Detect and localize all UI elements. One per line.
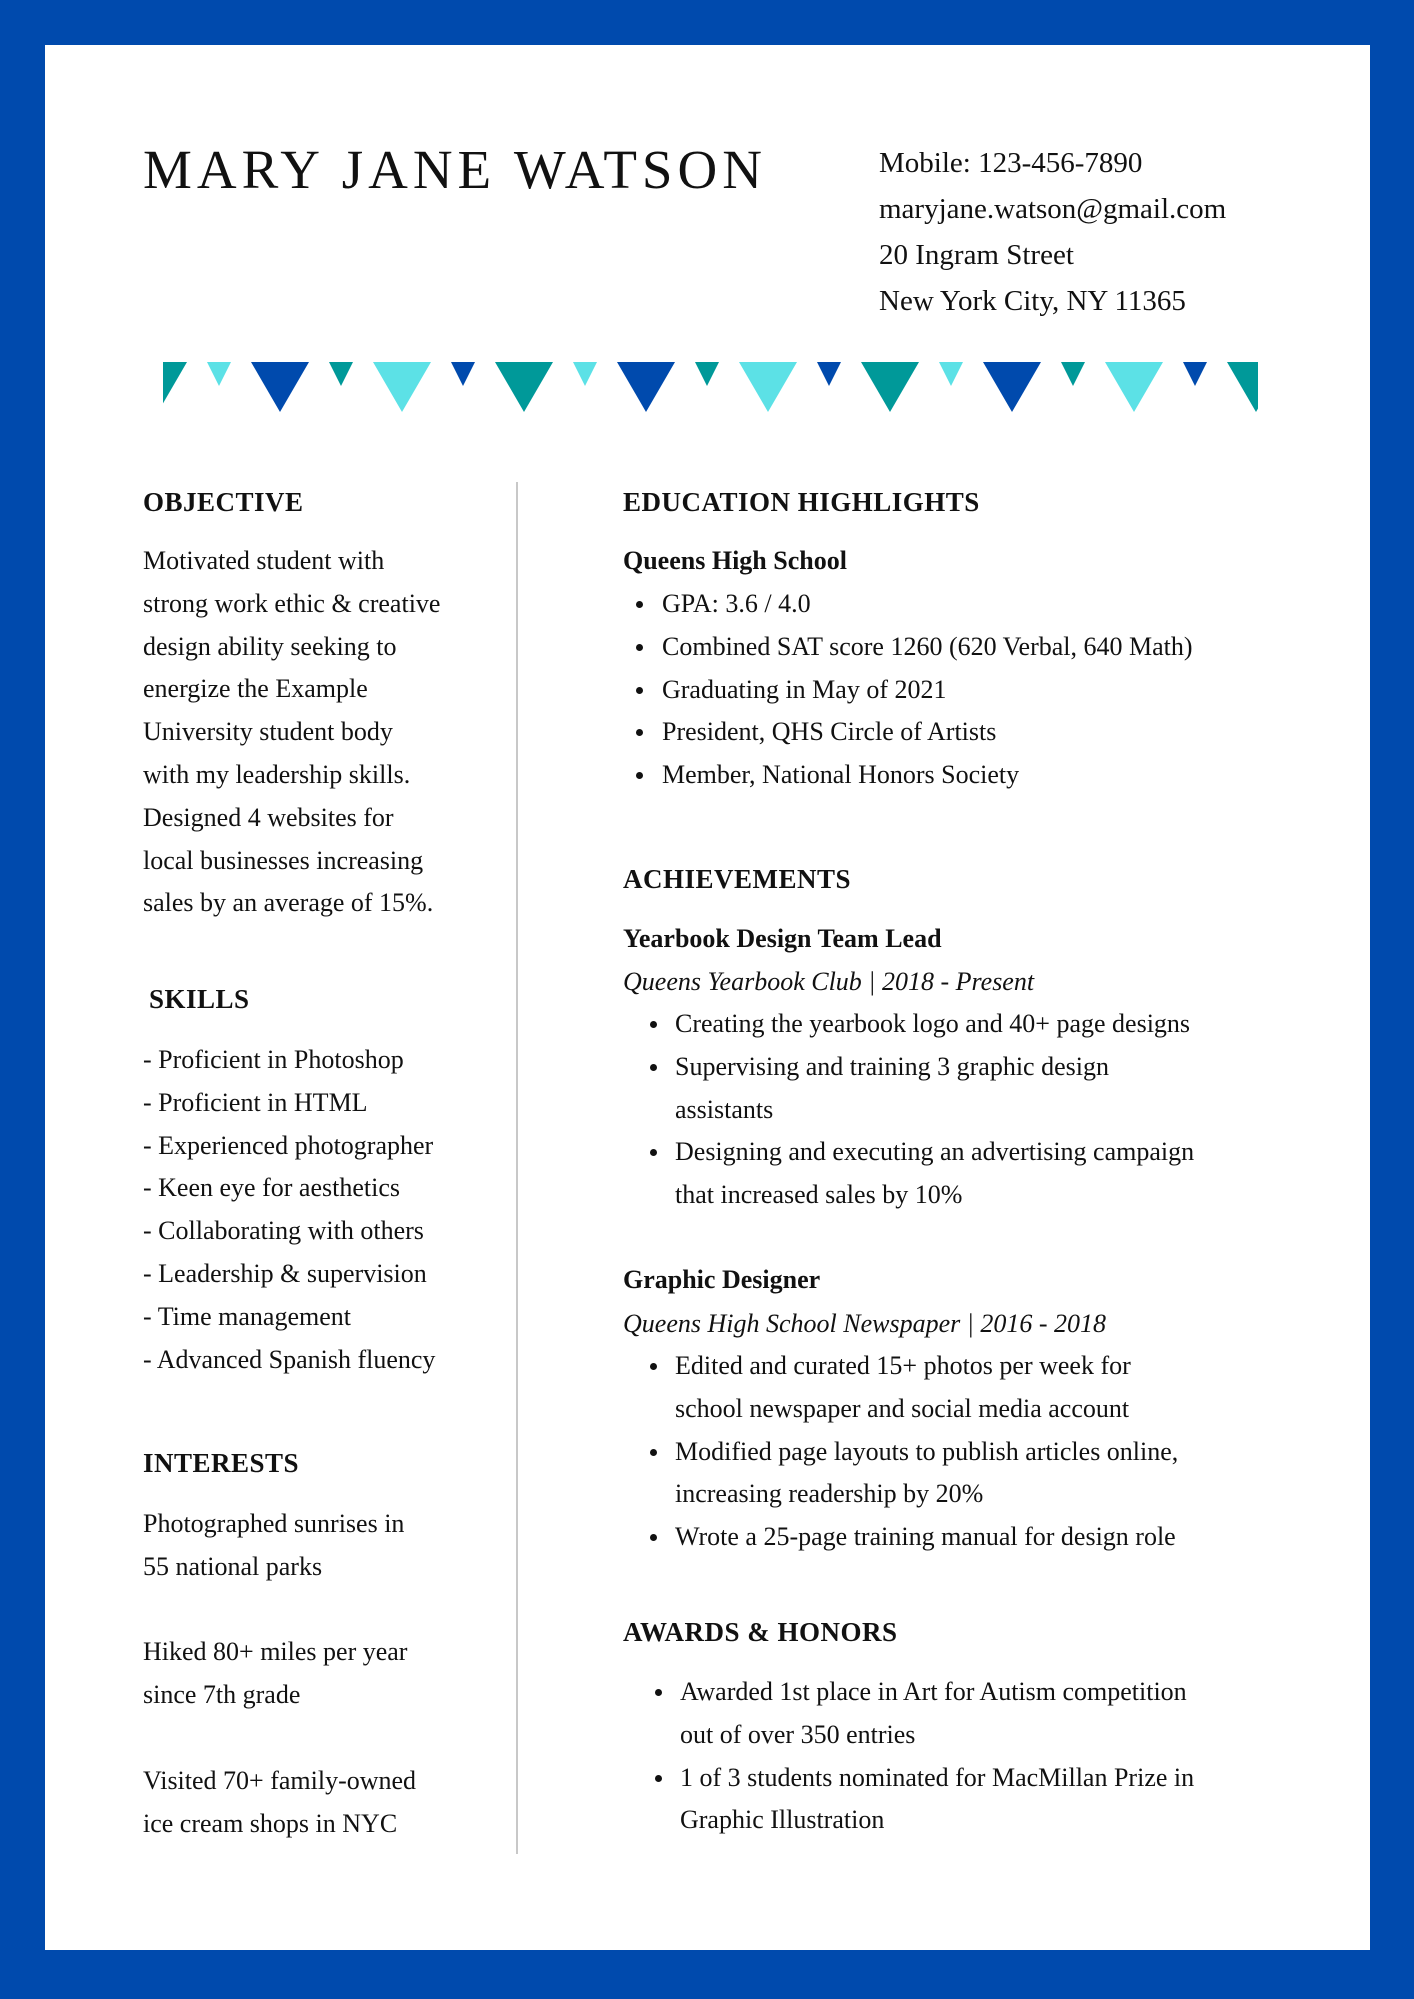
skill-item: - Time management [143,1301,351,1331]
bullet-item [636,754,1193,797]
bullet-text: out of over 350 entries [680,1719,916,1749]
objective-line: local businesses increasing [143,845,424,875]
bullet-item [650,1003,1194,1046]
bullet-text: Creating the yearbook logo and 40+ page designs [675,1009,1191,1038]
skill-item: - Experienced photographer [143,1130,434,1160]
role-organization: Queens High School Newspaper | 2016 - 2018 [623,1309,1107,1338]
bullet-text: Modified page layouts to publish articles online, [675,1436,1179,1466]
skill-item: - Proficient in HTML [143,1087,368,1117]
full-name: MARY JANE WATSON [143,139,767,200]
role-title: Graphic Designer [623,1265,821,1294]
contact-street: 20 Ingram Street [879,239,1074,271]
contact-phone: Mobile: 123-456-7890 [879,147,1143,179]
large-pennant [373,362,431,412]
bullet-text: GPA: 3.6 / 4.0 [662,589,811,618]
bullet-item [650,1131,1194,1217]
bullet-dot-icon [655,1689,662,1696]
bullet-item [655,1671,1194,1757]
awards-heading: AWARDS & HONORS [623,1617,898,1647]
small-pennant [451,362,475,386]
bullet-text: Supervising and training 3 graphic design [675,1051,1109,1081]
school-name: Queens High School [623,546,847,575]
achievements-heading: ACHIEVEMENTS [623,864,852,894]
small-pennant [1061,362,1085,386]
small-pennant [573,362,597,386]
role-bullets [650,1003,1194,1217]
column-divider [516,482,518,1854]
large-pennant [617,362,675,412]
interest-line: 55 national parks [143,1551,323,1581]
interest-item [143,1631,416,1717]
contact-info [879,140,1226,324]
interest-line: Hiked 80+ miles per year [143,1637,408,1667]
objective-heading: OBJECTIVE [143,487,304,517]
objective-text [143,540,440,925]
large-pennant [129,362,187,412]
skill-item: - Advanced Spanish fluency [143,1344,436,1374]
bullet-text: increasing readership by 20% [675,1479,984,1509]
skill-item: - Proficient in Photoshop [143,1045,404,1074]
bullet-text: Wrote a 25-page training manual for design role [675,1522,1176,1552]
skills-heading: SKILLS [149,984,250,1014]
bullet-dot-icon [655,1775,662,1782]
objective-line: Designed 4 websites for [143,802,394,832]
large-pennant [495,362,553,412]
education-heading: EDUCATION HIGHLIGHTS [623,487,980,517]
small-pennant [329,362,353,386]
bullet-dot-icon [650,1064,657,1071]
interest-line: ice cream shops in NYC [143,1808,398,1838]
bullet-text: that increased sales by 10% [675,1180,963,1210]
small-pennant [207,362,231,386]
bullet-item [636,669,1193,712]
interest-item [143,1760,416,1846]
bullet-dot-icon [650,1363,657,1370]
bullet-text: school newspaper and social media account [675,1393,1130,1423]
bullet-dot-icon [636,601,643,608]
bullet-text: Combined SAT score 1260 (620 Verbal, 640 Math) [662,631,1193,661]
large-pennant [1227,362,1285,412]
bullet-text: Graphic Illustration [680,1805,885,1835]
interest-line: Visited 70+ family-owned [143,1765,417,1795]
role-organization: Queens Yearbook Club | 2018 - Present [623,967,1035,996]
skill-item: - Collaborating with others [143,1216,424,1246]
skill-item: - Keen eye for aesthetics [143,1173,400,1203]
bullet-text: assistants [675,1094,774,1124]
bullet-dot-icon [636,644,643,651]
objective-line: energize the Example [143,674,368,704]
large-pennant [251,362,309,412]
bullet-item [636,626,1193,669]
objective-line: with my leadership skills. [143,759,411,789]
bullet-text: Edited and curated 15+ photos per week for [675,1351,1131,1380]
objective-line: University student body [143,717,393,747]
objective-line: Motivated student with [143,546,385,575]
bullet-text: Member, National Honors Society [662,760,1020,790]
bullet-text: Awarded 1st place in Art for Autism competition [680,1677,1187,1706]
interest-line: since 7th grade [143,1680,301,1710]
small-pennant [817,362,841,386]
bullet-item [650,1046,1194,1132]
interests-list [143,1503,416,1845]
large-pennant [739,362,797,412]
education-bullets [636,583,1193,797]
bullet-item [636,711,1193,754]
bullet-text: Graduating in May of 2021 [662,674,947,704]
large-pennant [1105,362,1163,412]
objective-line: strong work ethic & creative [143,588,441,618]
skill-item: - Leadership & supervision [143,1258,427,1288]
bullet-dot-icon [636,687,643,694]
small-pennant [939,362,963,386]
bullet-text: President, QHS Circle of Artists [662,717,997,747]
awards-bullets [655,1671,1194,1842]
contact-email: maryjane.watson@gmail.com [879,193,1227,225]
small-pennant [1183,362,1207,386]
bullet-item [650,1345,1178,1431]
interests-heading: INTERESTS [143,1448,300,1478]
interest-line: Photographed sunrises in [143,1509,405,1538]
bullet-item [655,1757,1194,1843]
bullet-item [636,583,1193,626]
bullet-item [650,1516,1178,1559]
large-pennant [983,362,1041,412]
interest-item [143,1503,416,1589]
role-title: Yearbook Design Team Lead [623,924,942,953]
objective-line: sales by an average of 15%. [143,888,434,918]
objective-line: design ability seeking to [143,631,397,661]
contact-city: New York City, NY 11365 [879,285,1186,317]
large-pennant [861,362,919,412]
role-bullets [650,1345,1178,1559]
small-pennant [695,362,719,386]
bullet-item [650,1431,1178,1517]
bullet-text: Designing and executing an advertising campaign [675,1137,1195,1167]
bullet-dot-icon [650,1449,657,1456]
skills-list [143,1039,435,1381]
bullet-text: 1 of 3 students nominated for MacMillan Prize in [680,1762,1195,1792]
bullet-dot-icon [650,1021,657,1028]
